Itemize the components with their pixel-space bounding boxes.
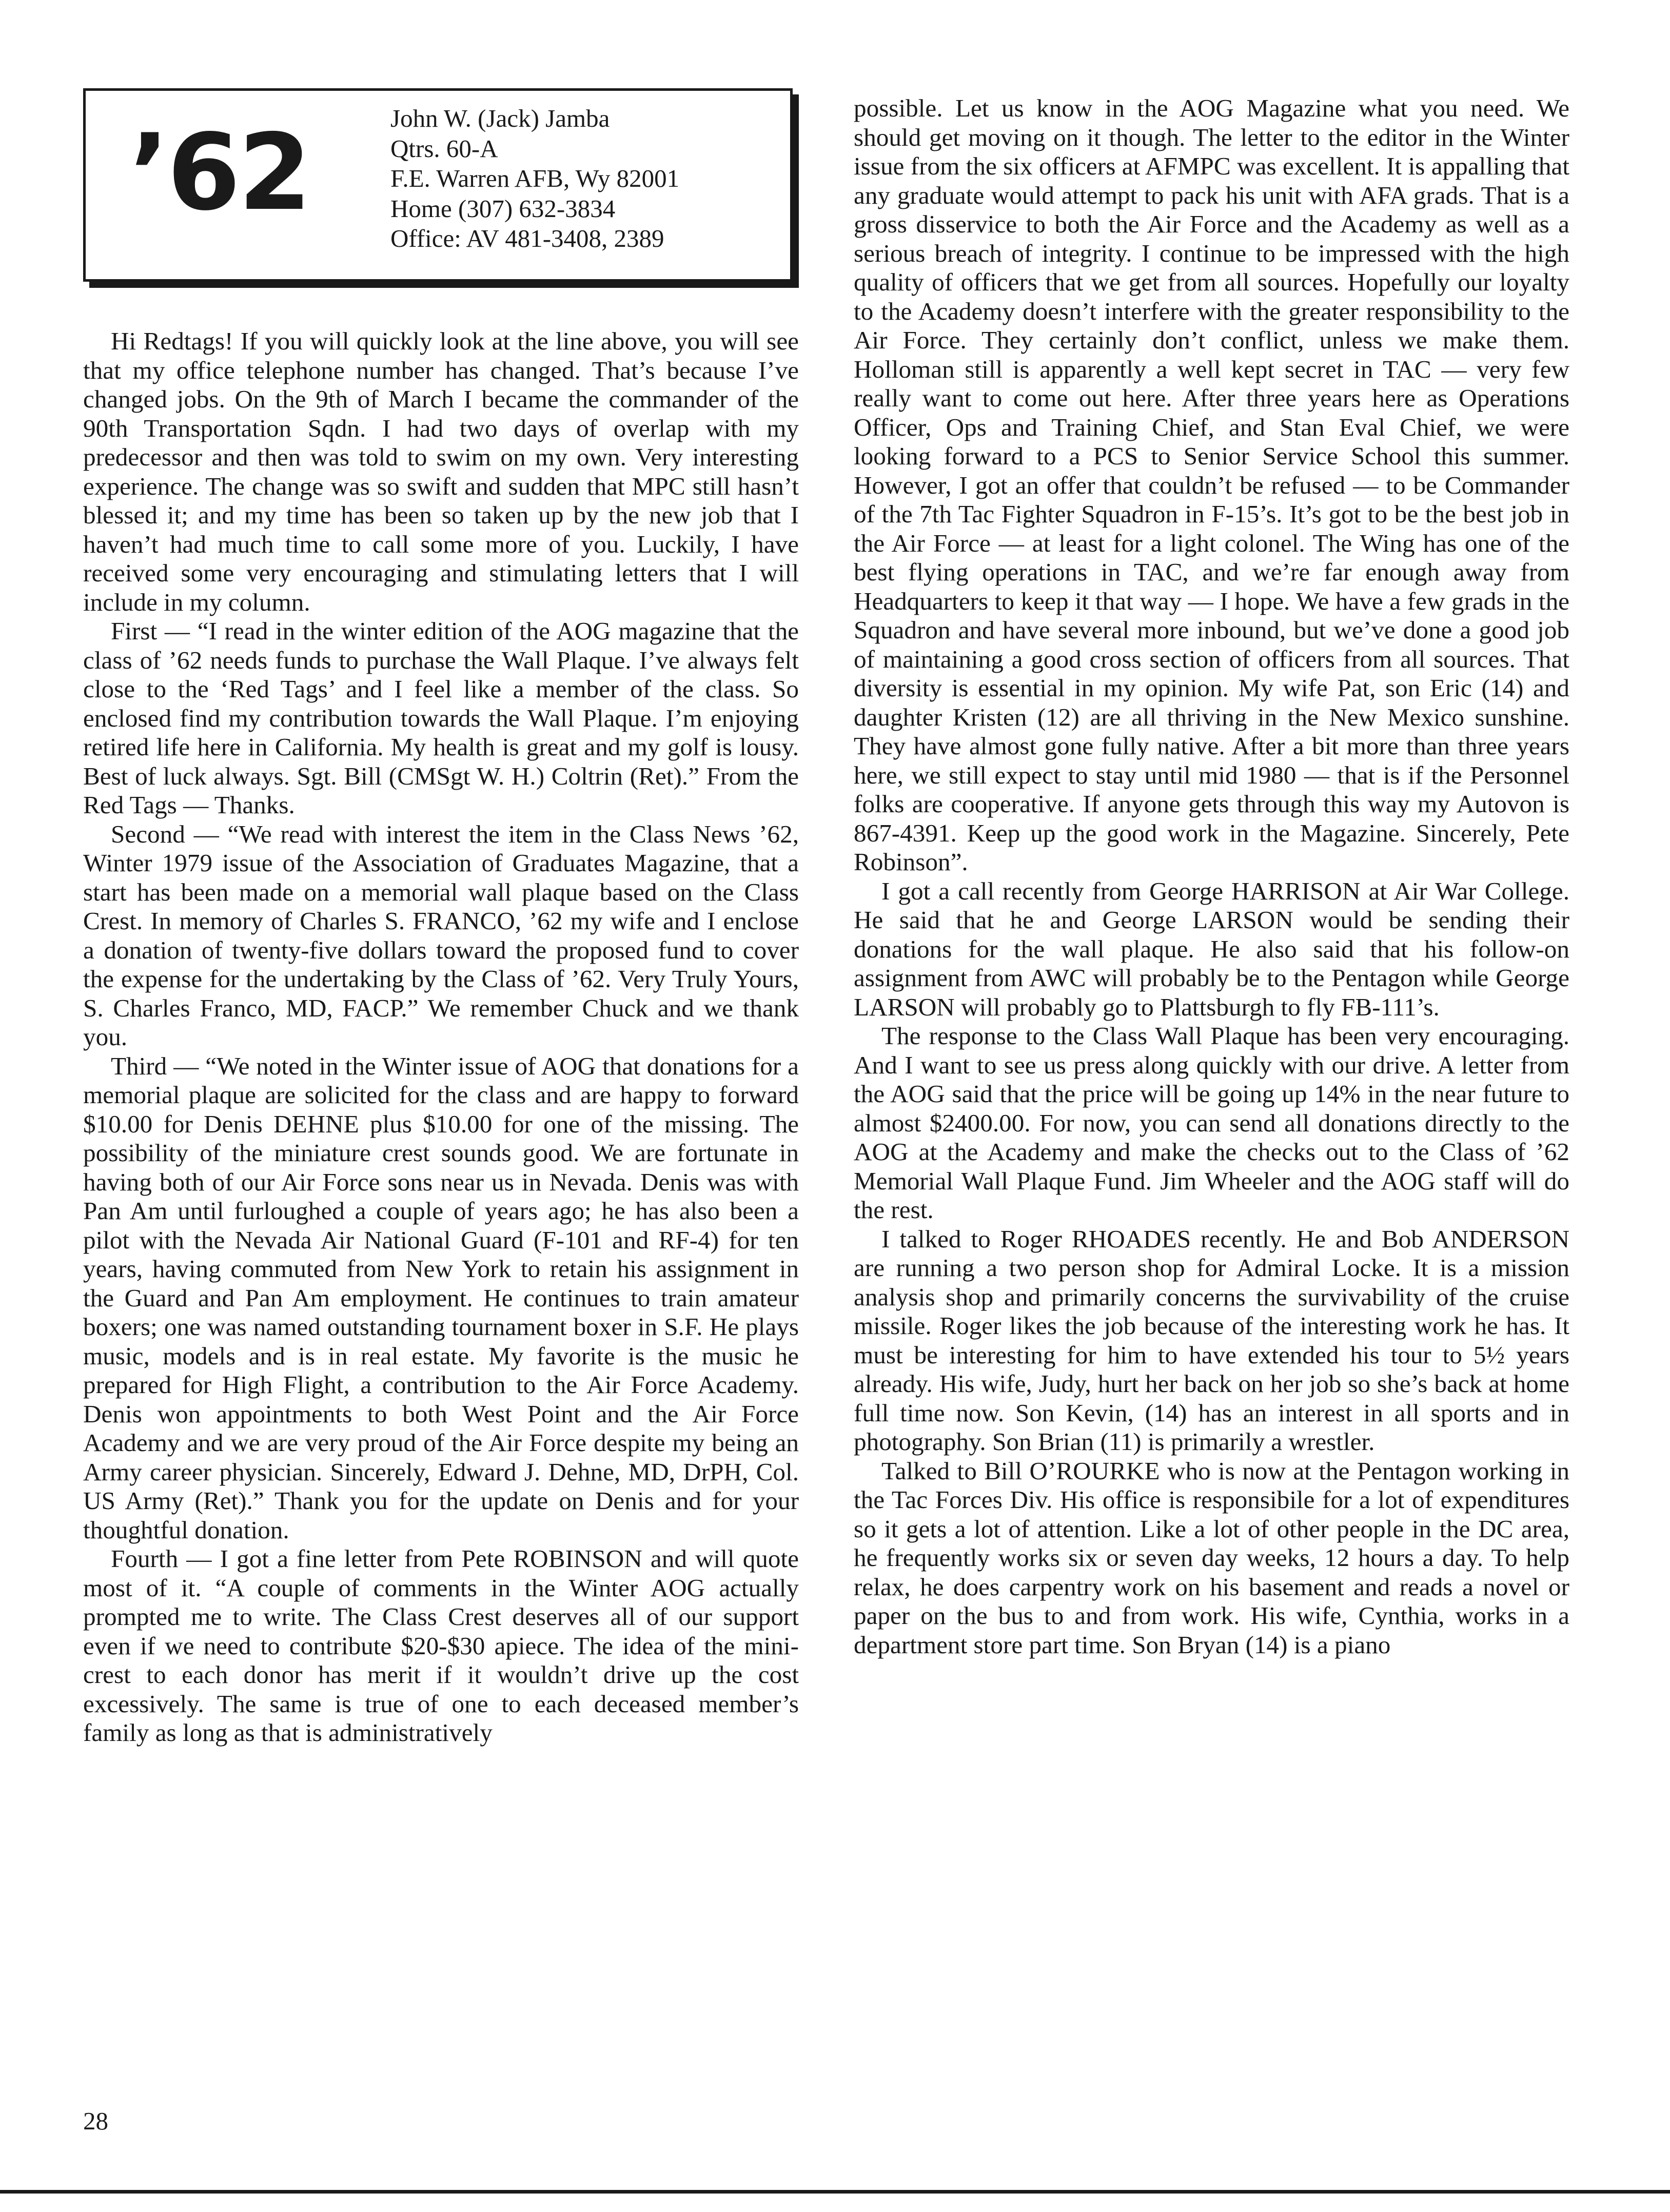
contact-home-phone: Home (307) 632-3834 (390, 194, 616, 223)
paragraph-wall-plaque-response: The response to the Class Wall Plaque has been very encouraging. And I want to see us press along quickly with our drive. A letter from the AOG said that the price will be going up 14% in the near future to almost $2400.00. For now, you can send all donations directly to the AOG at the Academy and make the checks out to the Class of ’62 Memorial Wall Plaque Fund. Jim Wheeler and the AOG staff will do the rest. (854, 1022, 1569, 1224)
contact-quarters: Qtrs. 60-A (390, 134, 498, 163)
class-secretary-contact (390, 104, 679, 254)
class-year-heading: ’62 (129, 112, 310, 234)
paragraph-second-letter: Second — “We read with interest the item in the Class News ’62, Winter 1979 issue of the Association of Graduates Magazine, that a start has been made on a memorial wall plaque based on the Class Crest. In memory of Charles S. FRANCO, ’62 my wife and I enclose a donation of twenty-five dollars toward the proposed fund to cover the expense for the undertaking by the Class of ’62. Very Truly Yours, S. Charles Franco, MD, FACP.” We remember Chuck and we thank you. (83, 819, 799, 1051)
paragraph-harrison-call: I got a call recently from George HARRISON at Air War College. He said that he and George LARSON would be sending their donations for the wall plaque. He also said that his follow-on assignment from AWC will probably be to the Pentagon while George LARSON will probably go to Plattsburgh to fly FB-111’s. (854, 876, 1569, 1021)
paragraph-rhoades: I talked to Roger RHOADES recently. He and Bob ANDERSON are running a two person shop for Admiral Locke. It is a mission analysis shop and primarily concerns the survivability of the cruise missile. Roger likes the job because of the interesting work he has. It must be interesting for him to have extended his tour to 5½ years already. His wife, Judy, hurt her back on her job so she’s back at home full time now. Son Kevin, (14) has an interest in all sports and in photography. Son Brian (11) is primarily a wrestler. (854, 1224, 1569, 1456)
right-column (854, 94, 1569, 1659)
paragraph-intro: Hi Redtags! If you will quickly look at the line above, you will see that my office telephone number has changed. That’s because I’ve changed jobs. On the 9th of March I became the commander of the 90th Transportation Sqdn. I had two days of overlap with my predecessor and then was told to swim on my own. Very interesting experience. The change was so swift and sudden that MPC still hasn’t blessed it; and my time has been so taken up by the new job that I haven’t had much time to call some more of you. Luckily, I have received some very encouraging and stimulating letters that I will include in my column. (83, 327, 799, 616)
contact-name: John W. (Jack) Jamba (390, 104, 610, 132)
bottom-rule (0, 2190, 1670, 2194)
page-number: 28 (83, 2107, 108, 2135)
contact-base-address: F.E. Warren AFB, Wy 82001 (390, 164, 680, 192)
class-header-box (83, 88, 793, 282)
left-column (83, 327, 799, 1748)
paragraph-first-letter: First — “I read in the winter edition of the AOG magazine that the class of ’62 needs funds to purchase the Wall Plaque. I’ve always felt close to the ‘Red Tags’ and I feel like a member of the class. So enclosed find my contribution towards the Wall Plaque. I’m enjoying retired life here in California. My health is great and my golf is lousy. Best of luck always. Sgt. Bill (CMSgt W. H.) Coltrin (Ret).” From the Red Tags — Thanks. (83, 617, 799, 819)
paragraph-third-letter: Third — “We noted in the Winter issue of AOG that donations for a memorial plaque are solicited for the class and are happy to forward $10.00 for Denis DEHNE plus $10.00 for one of the missing. The possibility of the miniature crest sounds good. We are fortunate in having both of our Air Force sons near us in Nevada. Denis was with Pan Am until furloughed a couple of years ago; he has also been a pilot with the Nevada Air National Guard (F-101 and RF-4) for ten years, having commuted from New York to retain his assignment in the Guard and Pan Am employment. He continues to train amateur boxers; one was named outstanding tournament boxer in S.F. He plays music, models and is in real estate. My favorite is the music he prepared for High Flight, a contribution to the Air Force Academy. Denis won appointments to both West Point and the Air Force Academy and we are very proud of the Air Force despite my being an Army career physician. Sincerely, Edward J. Dehne, MD, DrPH, Col. US Army (Ret).” Thank you for the update on Denis and for your thoughtful donation. (83, 1051, 799, 1544)
paragraph-robinson-continued: possible. Let us know in the AOG Magazine what you need. We should get moving on it though. The letter to the editor in the Winter issue from the six officers at AFMPC was excellent. It is appalling that any graduate would attempt to pack his unit with AFA grads. That is a gross disservice to both the Air Force and the Academy as well as a serious breach of integrity. I continue to be impressed with the high quality of officers that we get from all sources. Hopefully our loyalty to the Academy doesn’t interfere with the greater responsibility to the Air Force. They certainly don’t conflict, unless we make them. Holloman still is apparently a well kept secret in TAC — very few really want to come out here. After three years here as Operations Officer, Ops and Training Chief, and Stan Eval Chief, we were looking forward to a PCS to Senior Service School this summer. However, I got an offer that couldn’t be refused — to be Commander of the 7th Tac Fighter Squadron in F-15’s. It’s got to be the best job in the Air Force — at least for a light colonel. The Wing has one of the best flying operations in TAC, and we’re far enough away from Headquarters to keep it that way — I hope. We have a few grads in the Squadron and have several more inbound, but we’ve done a good job of maintaining a good cross section of officers from all sources. That diversity is essential in my opinion. My wife Pat, son Eric (14) and daughter Kristen (12) are all thriving in the New Mexico sunshine. They have almost gone fully native. After a bit more than three years here, we still expect to stay until mid 1980 — that is if the Personnel folks are cooperative. If anyone gets through this way my Autovon is 867-4391. Keep up the good work in the Magazine. Sincerely, Pete Robinson”. (854, 94, 1569, 876)
paragraph-orourke: Talked to Bill O’ROURKE who is now at the Pentagon working in the Tac Forces Div. His office is responsibile for a lot of expenditures so it gets a lot of attention. Like a lot of other people in the DC area, he frequently works six or seven day weeks, 12 hours a day. To help relax, he does carpentry work on his basement and reads a novel or paper on the bus to and from work. His wife, Cynthia, works in a department store part time. Son Bryan (14) is a piano (854, 1456, 1569, 1659)
paragraph-fourth-letter: Fourth — I got a fine letter from Pete ROBINSON and will quote most of it. “A couple of comments in the Winter AOG actually prompted me to write. The Class Crest deserves all of our support even if we need to contribute $20-$30 apiece. The idea of the mini-crest to each donor has merit if it wouldn’t drive up the cost excessively. The same is true of one to each deceased member’s family as long as that is administratively (83, 1544, 799, 1747)
contact-office-phone: Office: AV 481-3408, 2389 (390, 224, 664, 252)
